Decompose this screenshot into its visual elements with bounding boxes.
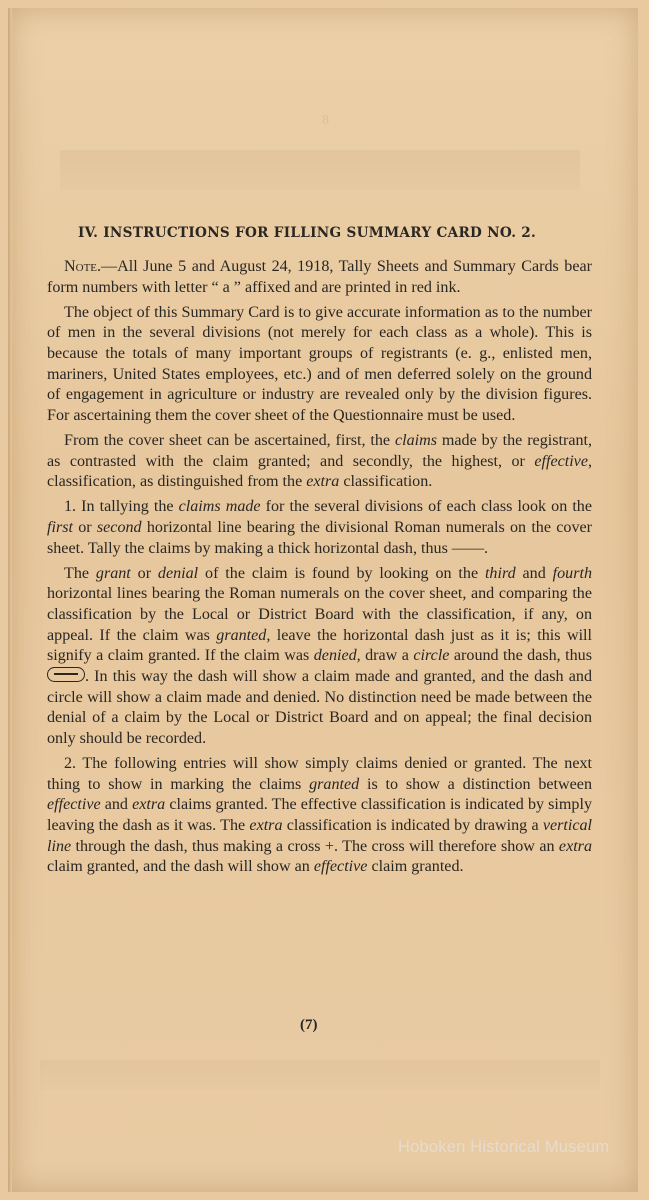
note-paragraph: Note.—All June 5 and August 24, 1918, Tally Sheets and Summary Cards bear form numbers with letter “ a ” affixed and are printed in red ink. (47, 258, 592, 296)
note-label: Note. (64, 258, 102, 275)
circled-dash-symbol (47, 667, 85, 682)
bleed-through-text (60, 150, 580, 190)
body-text (47, 257, 592, 882)
page-number: (7) (300, 1017, 318, 1033)
bleed-through-text-bottom (40, 1060, 600, 1090)
object-paragraph: The object of this Summary Card is to give accurate information as to the number of men in the several divisions (not merely for each class as a whole). This is because the totals of many important groups of registrants (e. g., enlisted men, mariners, United States employees, etc.) and of men deferred solely on the ground of engagement in agriculture or industry are revealed only by the division figures. For ascertaining them the cover sheet of the Questionnaire must be used. (47, 303, 592, 424)
section-heading: IV. INSTRUCTIONS FOR FILLING SUMMARY CARD NO. 2. (78, 225, 537, 241)
effective-extra-paragraph: 2. The following entries will show simply claims denied or granted. The next thing to show in marking the claims granted is to show a distinction between effective and extra claims granted. The effective classification is indicated by simply leaving the dash as it was. The extra classification is indicated by drawing a vertical line through the dash, thus making a cross +. The cross will therefore show an extra claim granted, and the dash will show an effective claim granted. (47, 755, 593, 876)
museum-watermark: Hoboken Historical Museum (398, 1138, 610, 1156)
bleed-page-marker: 8 (322, 113, 329, 128)
page-fold (8, 8, 12, 1192)
claims-made-paragraph: 1. In tallying the claims made for the several divisions of each class look on the first or second horizontal line bearing the divisional Roman numerals on the cover sheet. Tally the claims by making a thick horizontal dash, thus ——. (47, 498, 592, 557)
grant-denial-paragraph: The grant or denial of the claim is found by looking on the third and fourth horizontal lines bearing the Roman numerals on the cover sheet, and comparing the classification by the Local or District Board with the classification, if any, on appeal. If the claim was granted, leave the horizontal dash just as it is; this will signify a claim granted. If the claim was denied, draw a circle around the dash, thus . In this way the dash will show a claim made and granted, and the dash and circle will show a claim made and denied. No distinction need be made between the denial of a claim by the Local or District Board and on appeal; the final decision only should be recorded. (47, 564, 592, 747)
cover-sheet-paragraph: From the cover sheet can be ascertained, first, the claims made by the registrant, as contrasted with the claim granted; and secondly, the highest, or effective, classification, as distinguished from the extra classification. (47, 432, 592, 491)
